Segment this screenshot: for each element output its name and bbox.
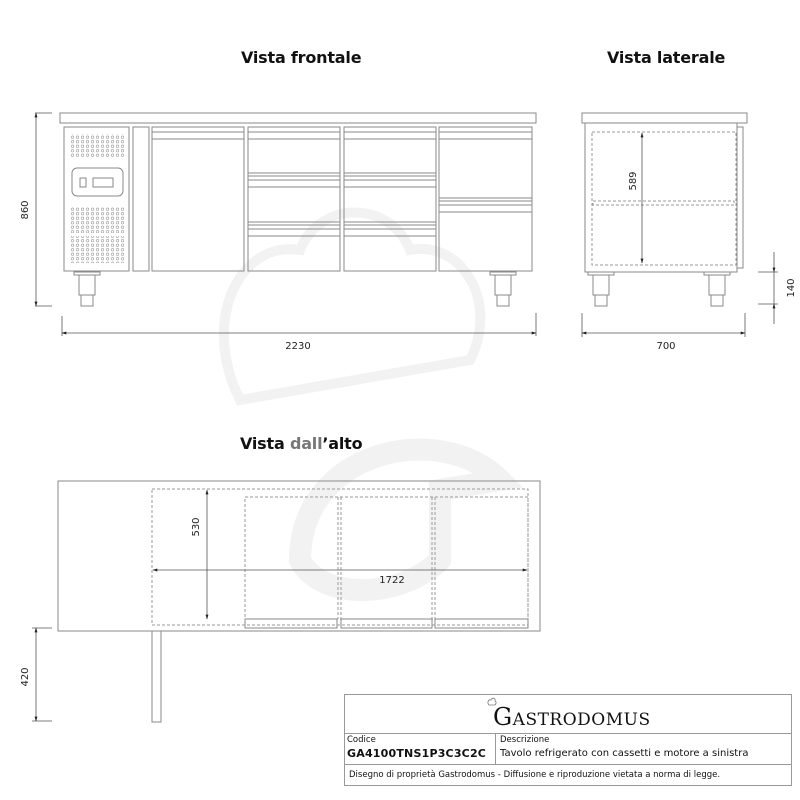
- dim-side-depth: 700: [656, 341, 676, 352]
- top-view-title-prefix: Vista: [240, 434, 290, 453]
- brand-rest: ASTRODOMUS: [512, 710, 651, 730]
- side-dimensions: [582, 133, 778, 337]
- code-cell: [345, 734, 496, 764]
- watermark-logo: [224, 213, 500, 591]
- control-display-icon: [93, 178, 113, 187]
- top-drawer-front-2: [341, 619, 432, 628]
- dim-front-width: 2230: [285, 341, 311, 352]
- vent-grille-bottom: [70, 236, 124, 263]
- description-cell: [496, 734, 791, 764]
- title-block-info-row: [345, 734, 791, 765]
- top-drawer-front-1: [245, 619, 337, 628]
- door-panel: [152, 127, 244, 271]
- top-inner-outline: [152, 489, 528, 625]
- side-view-title: Vista laterale: [607, 48, 726, 67]
- dim-side-inner-height: 589: [628, 171, 639, 191]
- side-leg-back: [704, 272, 730, 306]
- side-back-panel: [737, 127, 743, 268]
- dim-top-inner-width: 1722: [379, 575, 405, 586]
- code-label: Codice: [347, 735, 376, 745]
- vent-grille-top: [70, 134, 124, 158]
- front-leg-left: [74, 272, 100, 306]
- side-view: [582, 113, 747, 306]
- front-leg-right: [490, 272, 516, 306]
- dim-top-inner-depth: 530: [191, 517, 202, 537]
- top-view-title-grey: dall: [289, 434, 323, 453]
- drawer-column-3: [439, 127, 532, 271]
- vent-grille-middle: [70, 207, 124, 233]
- dim-side-leg-height: 140: [786, 278, 797, 298]
- code-value: GA4100TNS1P3C3C2C: [347, 747, 487, 760]
- control-switch-icon: [80, 178, 86, 187]
- front-worktop: [60, 113, 536, 123]
- side-leg-front: [588, 272, 614, 306]
- top-drawer-zone: [245, 497, 528, 619]
- front-view-title: Vista frontale: [241, 48, 362, 67]
- description-value: Tavolo refrigerato con cassetti e motore a sinistra: [500, 748, 749, 759]
- dim-front-height: 860: [20, 200, 31, 220]
- copyright-notice: Disegno di proprietà Gastrodomus - Diffusione e riproduzione vietata a norma di legge.: [349, 770, 721, 780]
- title-block-logo-row: [345, 695, 791, 734]
- side-shelf-outline: [593, 201, 734, 205]
- brand-initial: G: [493, 703, 513, 731]
- description-label: Descrizione: [500, 735, 550, 745]
- top-drawer-front-3: [435, 619, 528, 628]
- top-view-title-suffix: ’alto: [322, 434, 363, 453]
- top-door-swing: [152, 631, 161, 722]
- top-dimensions: [32, 490, 527, 721]
- title-block: [344, 694, 792, 786]
- front-pillar: [133, 127, 149, 271]
- dim-top-door-swing: 420: [20, 667, 31, 687]
- side-body: [585, 123, 737, 272]
- brand-logo: [493, 703, 651, 731]
- side-inner-outline: [592, 132, 736, 265]
- side-worktop: [582, 113, 747, 123]
